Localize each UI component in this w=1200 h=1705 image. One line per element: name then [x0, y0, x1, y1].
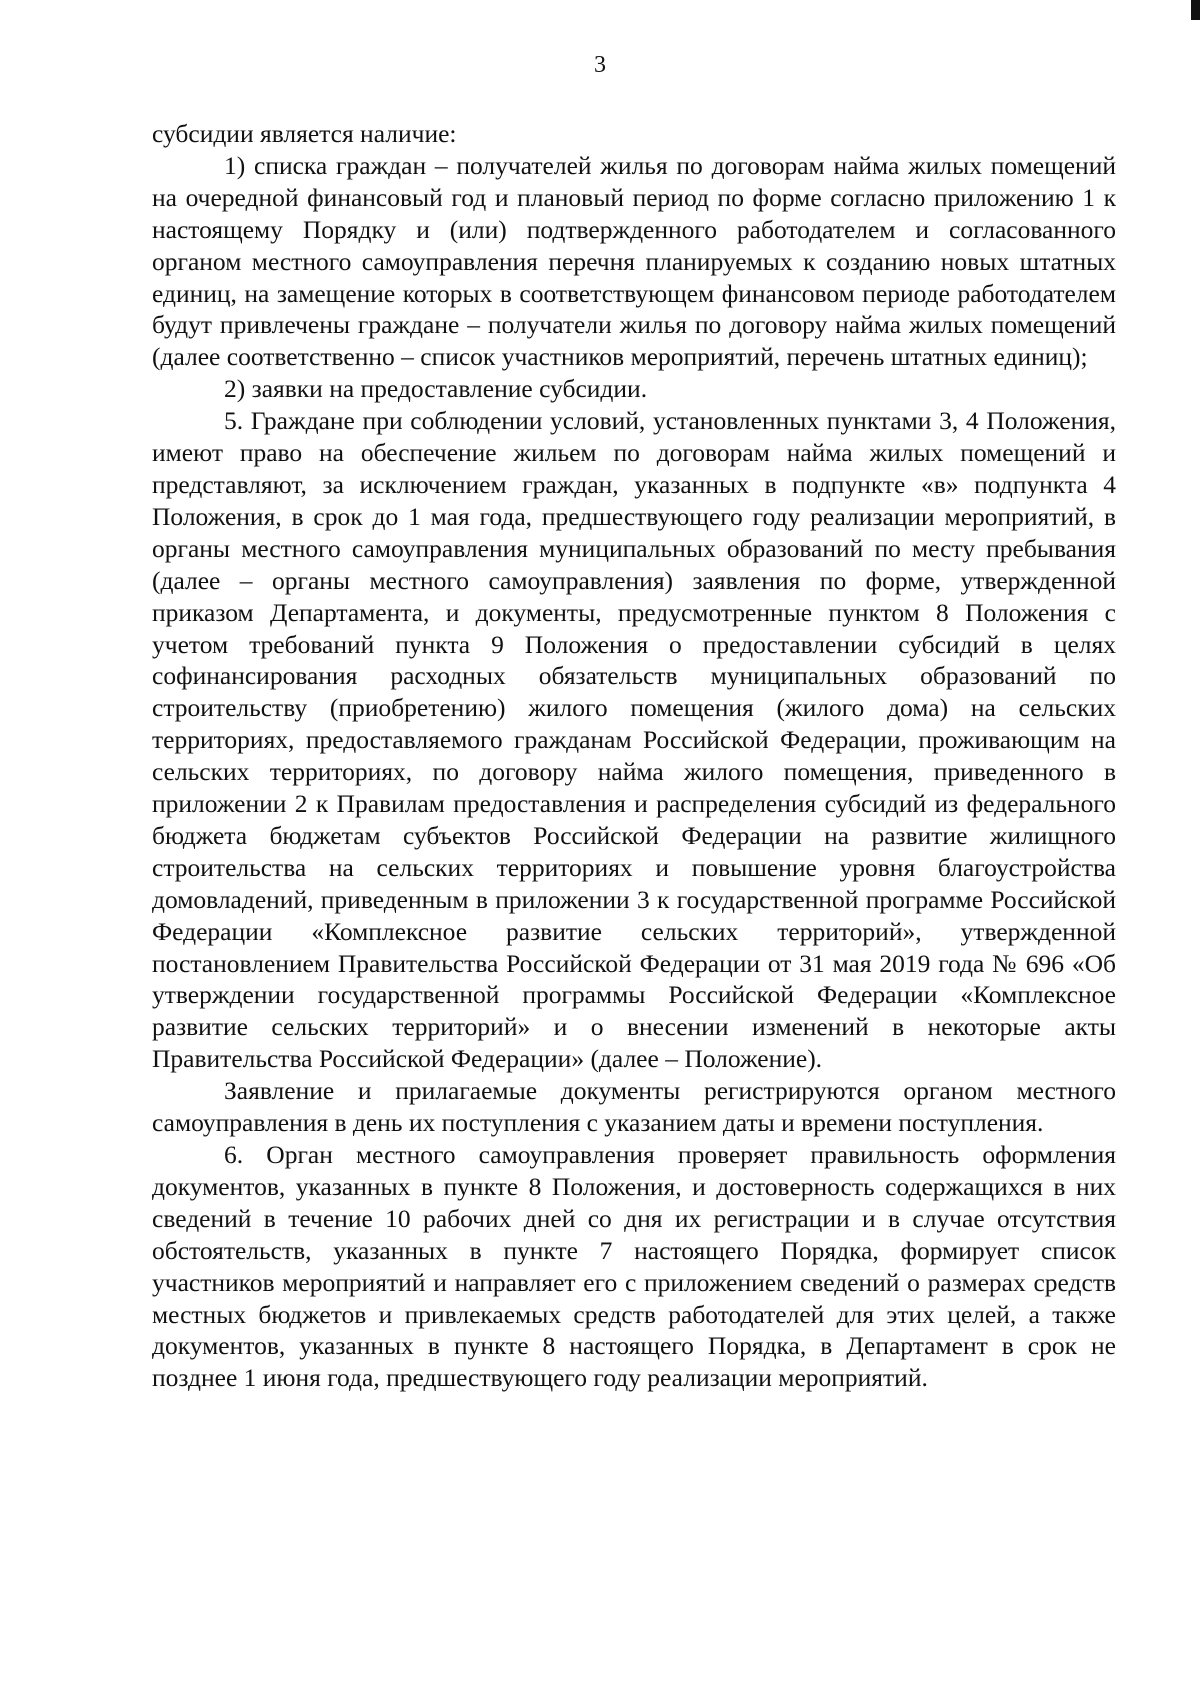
document-body — [152, 118, 1116, 1394]
paragraph-intro: субсидии является наличие: — [152, 119, 457, 148]
paragraph-clause-6: 6. Орган местного самоуправления проверяет правильность оформления документов, указанных в пункте 8 Положения, и достоверность содержащихся в них сведений в течение 10 рабочих дней со дня их регистрации и в случае отсутствия обстоятельств, указанных в пункте 7 настоящего Порядка, формирует список участников мероприятий и направляет его с приложением сведений о размерах средств местных бюджетов и привлекаемых средств работодателей для этих целей, а также документов, указанных в пункте 8 настоящего Порядка, в Департамент в срок не позднее 1 июня года, предшествующего году реализации мероприятий. — [152, 1140, 1116, 1393]
scan-corner-mark — [1191, 0, 1200, 20]
paragraph-registration: Заявление и прилагаемые документы регистрируются органом местного самоуправления в день их поступления с указанием даты и времени поступления. — [152, 1076, 1116, 1138]
paragraph-clause-5: 5. Граждане при соблюдении условий, установленных пунктами 3, 4 Положения, имеют право на обеспечение жильем по договорам найма жилых помещений и представляют, за исключением граждан, указанных в подпункте «в» подпункта 4 Положения, в срок до 1 мая года, предшествующего году реализации мероприятий, в органы местного самоуправления муниципальных образований по месту пребывания (далее – органы местного самоуправления) заявления по форме, утвержденной приказом Департамента, и документы, предусмотренные пунктом 8 Положения с учетом требований пункта 9 Положения о предоставлении субсидий в целях софинансирования расходных обязательств муниципальных образований по строительству (приобретению) жилого помещения (жилого дома) на сельских территориях, предоставляемого гражданам Российской Федерации, проживающим на сельских территориях, по договору найма жилого помещения, приведенного в приложении 2 к Правилам предоставления и распределения субсидий из федерального бюджета бюджетам субъектов Российской Федерации на развитие жилищного строительства на сельских территориях и повышение уровня благоустройства домовладений, приведенным в приложении 3 к государственной программе Российской Федерации «Комплексное развитие сельских территорий», утвержденной постановлением Правительства Российской Федерации от 31 мая 2019 года № 696 «Об утверждении государственной программы Российской Федерации «Комплексное развитие сельских территорий» и о внесении изменений в некоторые акты Правительства Российской Федерации» (далее – Положение). — [152, 406, 1116, 1074]
paragraph-item-2: 2) заявки на предоставление субсидии. — [224, 374, 648, 404]
paragraph-item-1: 1) списка граждан – получателей жилья по договорам найма жилых помещений на очередной финансовый год и плановый период по форме согласно приложению 1 к настоящему Порядку и (или) подтвержденного работодателем и согласованного органом местного самоуправления перечня планируемых к созданию новых штатных единиц, на замещение которых в соответствующем финансовом периоде работодателем будут привлечены граждане – получатели жилья по договору найма жилых помещений (далее соответственно – список участников мероприятий, перечень штатных единиц); — [152, 150, 1116, 372]
page-number: 3 — [594, 52, 606, 78]
